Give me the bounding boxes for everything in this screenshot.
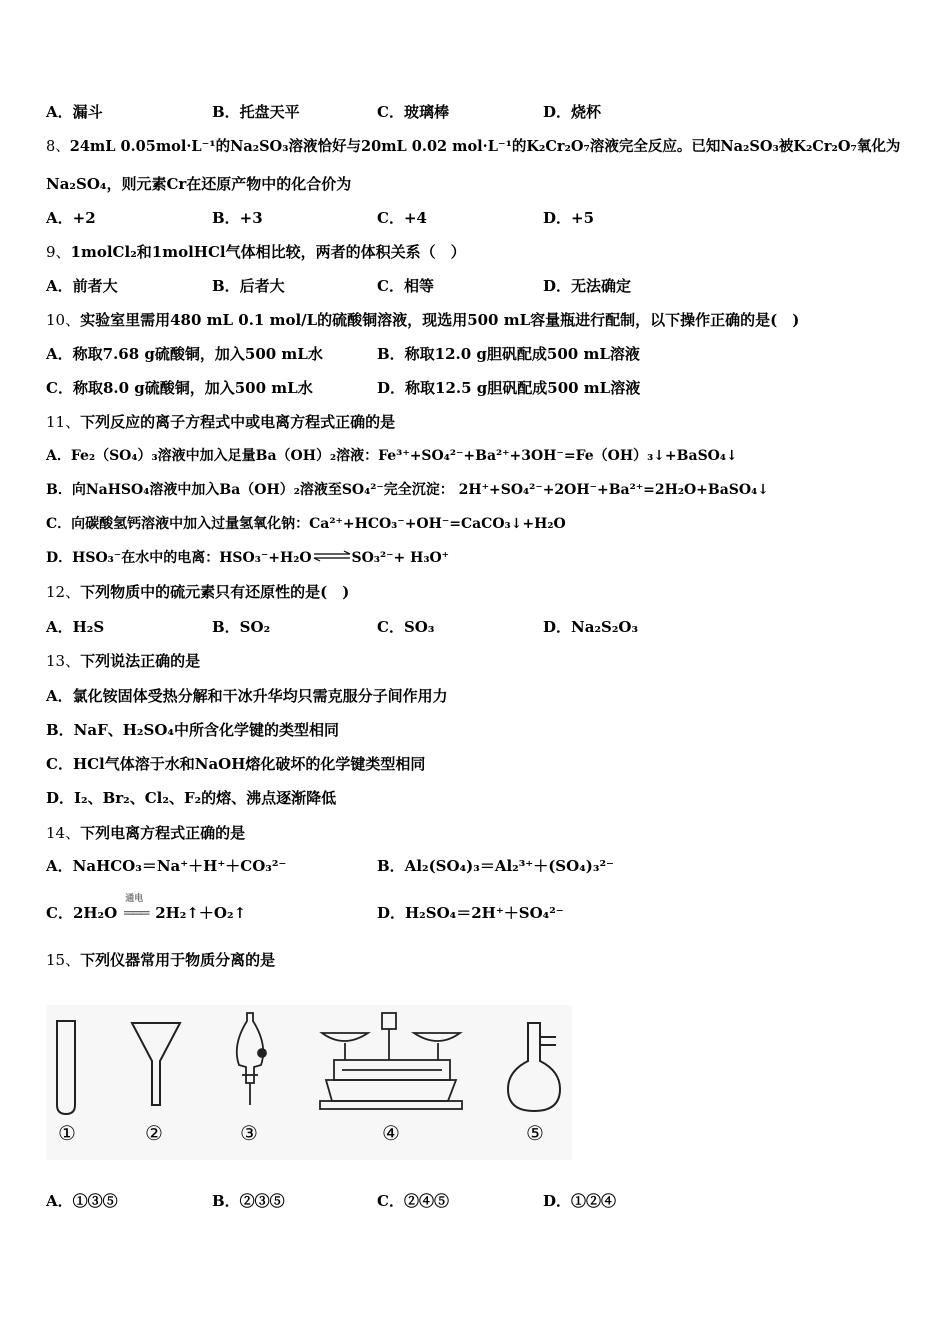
q14-option-c-left: C．2H₂O (46, 904, 118, 922)
apparatus-label-5: ⑤ (526, 1121, 544, 1145)
q14-option-a: A．NaHCO₃＝Na⁺＋H⁺＋CO₃²⁻ (46, 857, 287, 875)
q14-option-b: B．Al₂(SO₄)₃＝Al₂³⁺＋(SO₄)₃²⁻ (377, 857, 614, 875)
apparatus-drawing (46, 1005, 572, 1160)
electrolysis-condition: 通电 (125, 894, 144, 904)
q13-option-a: A．氯化铵固体受热分解和干冰升华均只需克服分子间作用力 (46, 687, 448, 705)
q12-option-c: C．SO₃ (377, 618, 435, 636)
q8-option-a: A．+2 (46, 209, 96, 227)
apparatus-label-2: ② (145, 1121, 163, 1145)
q12-number: 12、 (46, 583, 81, 601)
q12-option-b: B．SO₂ (212, 618, 271, 636)
apparatus-figure (46, 1005, 572, 1160)
q11-stem-text: 下列反应的离子方程式中或电离方程式正确的是 (80, 413, 396, 431)
q12-option-d: D．Na₂S₂O₃ (543, 618, 639, 636)
q9-option-a: A．前者大 (46, 277, 118, 295)
q13-number: 13、 (46, 652, 81, 670)
q8-option-c: C．+4 (377, 209, 427, 227)
distillation-flask-icon (508, 1023, 560, 1111)
q13-option-d: D．I₂、Br₂、Cl₂、F₂的熔、沸点逐渐降低 (46, 789, 337, 807)
q9-number: 9、 (46, 243, 71, 261)
q9-stem-text: 1molCl₂和1molHCl气体相比较，两者的体积关系（ ） (70, 243, 466, 261)
q15-option-b: B．②③⑤ (212, 1192, 285, 1210)
q10-option-c: C．称取8.0 g硫酸铜，加入500 mL水 (46, 379, 313, 397)
q8-stem-text: 24mL 0.05mol·L⁻¹的Na₂SO₃溶液恰好与20mL 0.02 mol·L⁻¹的K₂Cr₂O₇溶液完全反应。已知Na₂SO₃被K₂Cr₂O₇氧化为 (69, 138, 901, 155)
q8-option-d: D．+5 (543, 209, 595, 227)
q11-option-d (46, 548, 449, 568)
balance-icon (320, 1013, 462, 1109)
q8-stem-line2: Na₂SO₄，则元素Cr在还原产物中的化合价为 (46, 175, 352, 193)
q9-option-b: B．后者大 (212, 277, 285, 295)
q7-option-b: B．托盘天平 (212, 103, 300, 121)
apparatus-label-3: ③ (240, 1121, 258, 1145)
q12-option-a: A．H₂S (46, 618, 105, 636)
funnel-icon (132, 1023, 180, 1105)
q11-option-b: B．向NaHSO₄溶液中加入Ba（OH）₂溶液至SO₄²⁻完全沉淀： 2H⁺+SO₄²⁻+2OH⁻+Ba²⁺=2H₂O+BaSO₄↓ (46, 482, 769, 498)
q8-option-b: B．+3 (212, 209, 263, 227)
q12-stem (46, 582, 349, 602)
q13-stem (46, 651, 200, 671)
q15-option-d: D．①②④ (543, 1192, 617, 1210)
q13-option-b: B．NaF、H₂SO₄中所含化学键的类型相同 (46, 721, 339, 739)
q8-stem-line1 (46, 137, 900, 157)
apparatus-label-1: ① (58, 1121, 76, 1145)
q7-option-d: D．烧杯 (543, 103, 602, 121)
q13-stem-text: 下列说法正确的是 (80, 652, 201, 670)
q15-option-a: A．①③⑤ (46, 1192, 118, 1210)
q15-option-c: C．②④⑤ (377, 1192, 449, 1210)
q7-option-a: A．漏斗 (46, 103, 103, 121)
q12-stem-text: 下列物质中的硫元素只有还原性的是( ) (80, 583, 350, 601)
test-tube-icon (57, 1021, 75, 1114)
q10-stem (46, 310, 799, 330)
q10-stem-text: 实验室里需用480 mL 0.1 mol/L的硫酸铜溶液，现选用500 mL容量瓶进行配制，以下操作正确的是( ) (80, 311, 800, 329)
q10-option-b: B．称取12.0 g胆矾配成500 mL溶液 (377, 345, 640, 363)
q11-number: 11、 (46, 413, 81, 431)
electrolysis-equals: 通电 ═══ (117, 903, 155, 923)
apparatus-label-4: ④ (382, 1121, 400, 1145)
q15-stem-text: 下列仪器常用于物质分离的是 (80, 951, 276, 969)
q10-number: 10、 (46, 311, 81, 329)
q7-option-c: C．玻璃棒 (377, 103, 449, 121)
q11-option-d-left: D．HSO₃⁻在水中的电离：HSO₃⁻+H₂O (46, 550, 312, 566)
q9-option-c: C．相等 (377, 277, 434, 295)
q14-stem (46, 823, 245, 843)
q10-option-a: A．称取7.68 g硫酸铜，加入500 mL水 (46, 345, 323, 363)
q8-number: 8、 (46, 139, 70, 155)
q9-option-d: D．无法确定 (543, 277, 632, 295)
q11-option-d-right: SO₃²⁻+ H₃O⁺ (351, 550, 450, 566)
q14-option-d: D．H₂SO₄＝2H⁺＋SO₄²⁻ (377, 904, 564, 922)
q13-option-c: C．HCl气体溶于水和NaOH熔化破坏的化学键类型相同 (46, 755, 426, 773)
q9-stem (46, 242, 466, 262)
q10-option-d: D．称取12.5 g胆矾配成500 mL溶液 (377, 379, 641, 397)
q14-stem-text: 下列电离方程式正确的是 (80, 824, 246, 842)
q11-option-a: A．Fe₂（SO₄）₃溶液中加入足量Ba（OH）₂溶液：Fe³⁺+SO₄²⁻+Ba²⁺+3OH⁻=Fe（OH）₃↓+BaSO₄↓ (46, 448, 738, 464)
q14-number: 14、 (46, 824, 81, 842)
q11-stem (46, 412, 395, 432)
q14-option-c-right: 2H₂↑＋O₂↑ (155, 904, 247, 922)
q15-number: 15、 (46, 951, 81, 969)
separatory-funnel-icon (237, 1013, 266, 1105)
reversible-arrow-icon (312, 548, 352, 568)
q15-stem (46, 950, 275, 970)
q11-option-c: C．向碳酸氢钙溶液中加入过量氢氧化钠：Ca²⁺+HCO₃⁻+OH⁻=CaCO₃↓+H₂O (46, 516, 566, 532)
q14-option-c (46, 894, 247, 923)
